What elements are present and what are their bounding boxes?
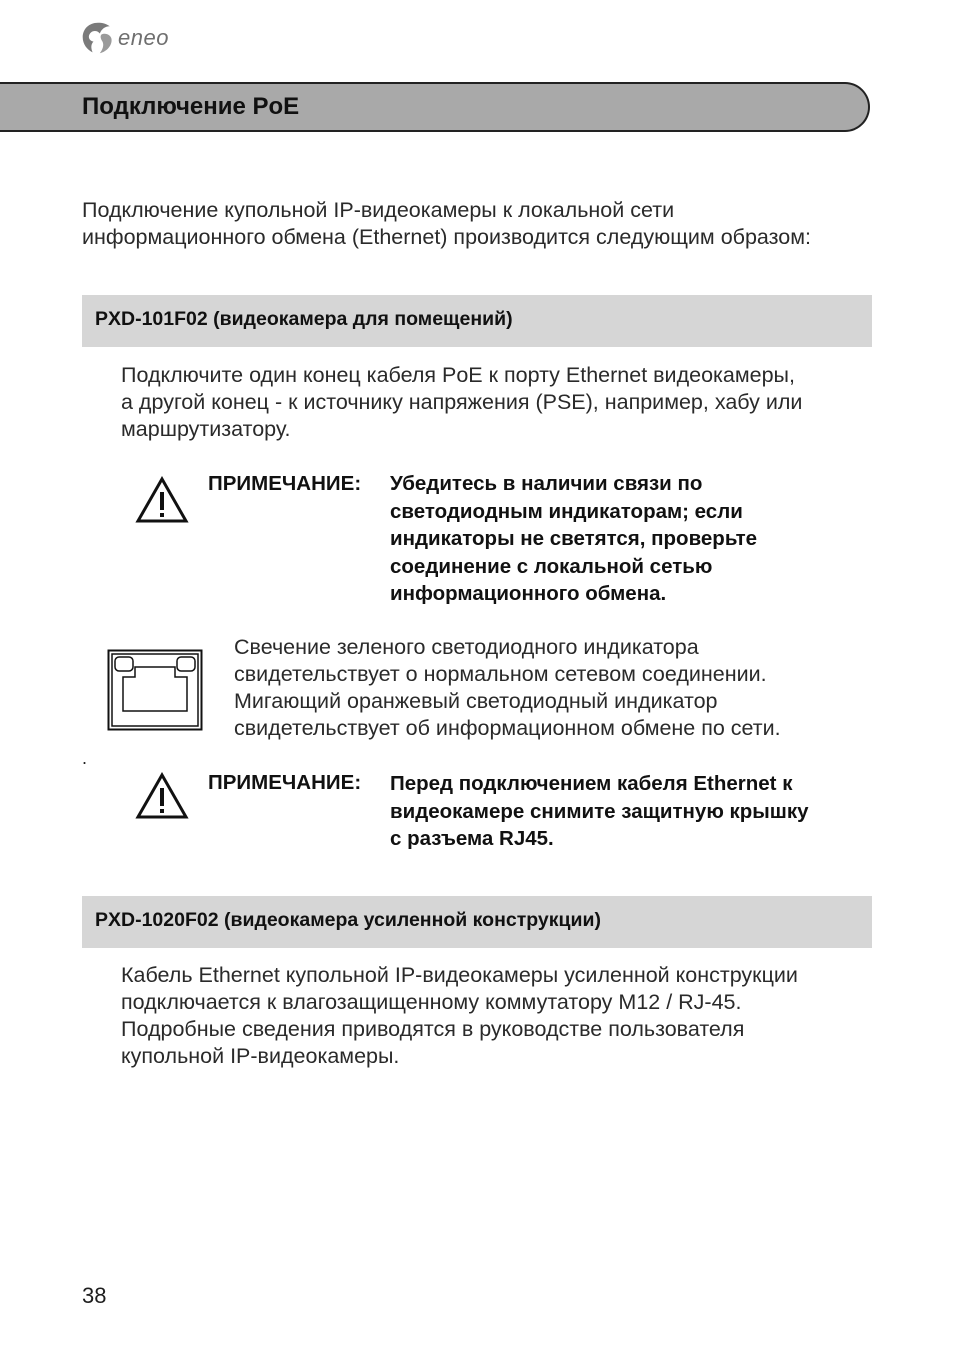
page-title: Подключение PoE [82,93,300,120]
logo-wordmark: eneo [118,25,169,50]
page-number: 38 [82,1283,107,1308]
warning-triangle-icon [135,772,189,820]
subsection-heading-indoor: PXD-101F02 (видеокамера для помещений) [95,308,513,330]
ruggedized-instructions: Кабель Ethernet купольной IP-видеокамеры усиленной конструкции подключается к влагозащищенному коммутатору M12 / RJ-45. Подробные сведения приводятся в руководстве пользователя купольной IP-видеокамеры. [121,963,798,1068]
indoor-instructions: Подключите один конец кабеля PoE к порту Ethernet видеокамеры, а другой конец - к источнику напряжения (PSE), например, хабу или маршрутизатору. [121,363,803,441]
note-label: ПРИМЕЧАНИЕ: [208,771,362,794]
brand-logo [80,18,169,58]
led-description: Свечение зеленого светодиодного индикатора свидетельствует о нормальном сетевом соединении. Мигающий оранжевый светодиодный индикатор свидетельствует об информационном обмене по сети. [234,635,781,740]
eneo-logo-icon [80,20,116,56]
note-text-remove-cap: Перед подключением кабеля Ethernet к видеокамере снимите защитную крышку с разъема RJ45. [390,772,809,850]
subsection-heading-ruggedized: PXD-1020F02 (видеокамера усиленной конструкции) [95,909,601,931]
rj45-port-icon [107,649,203,731]
note-text-led-check: Убедитесь в наличии связи по светодиодным индикаторам; если индикаторы не светятся, проверьте соединение с локальной сетью информационного обмена. [390,472,758,605]
warning-triangle-icon [135,476,189,524]
note-label: ПРИМЕЧАНИЕ: [208,472,362,495]
stray-dot: . [82,748,88,768]
intro-paragraph: Подключение купольной IP-видеокамеры к локальной сети информационного обмена (Ethernet) производится следующим образом: [82,198,811,249]
